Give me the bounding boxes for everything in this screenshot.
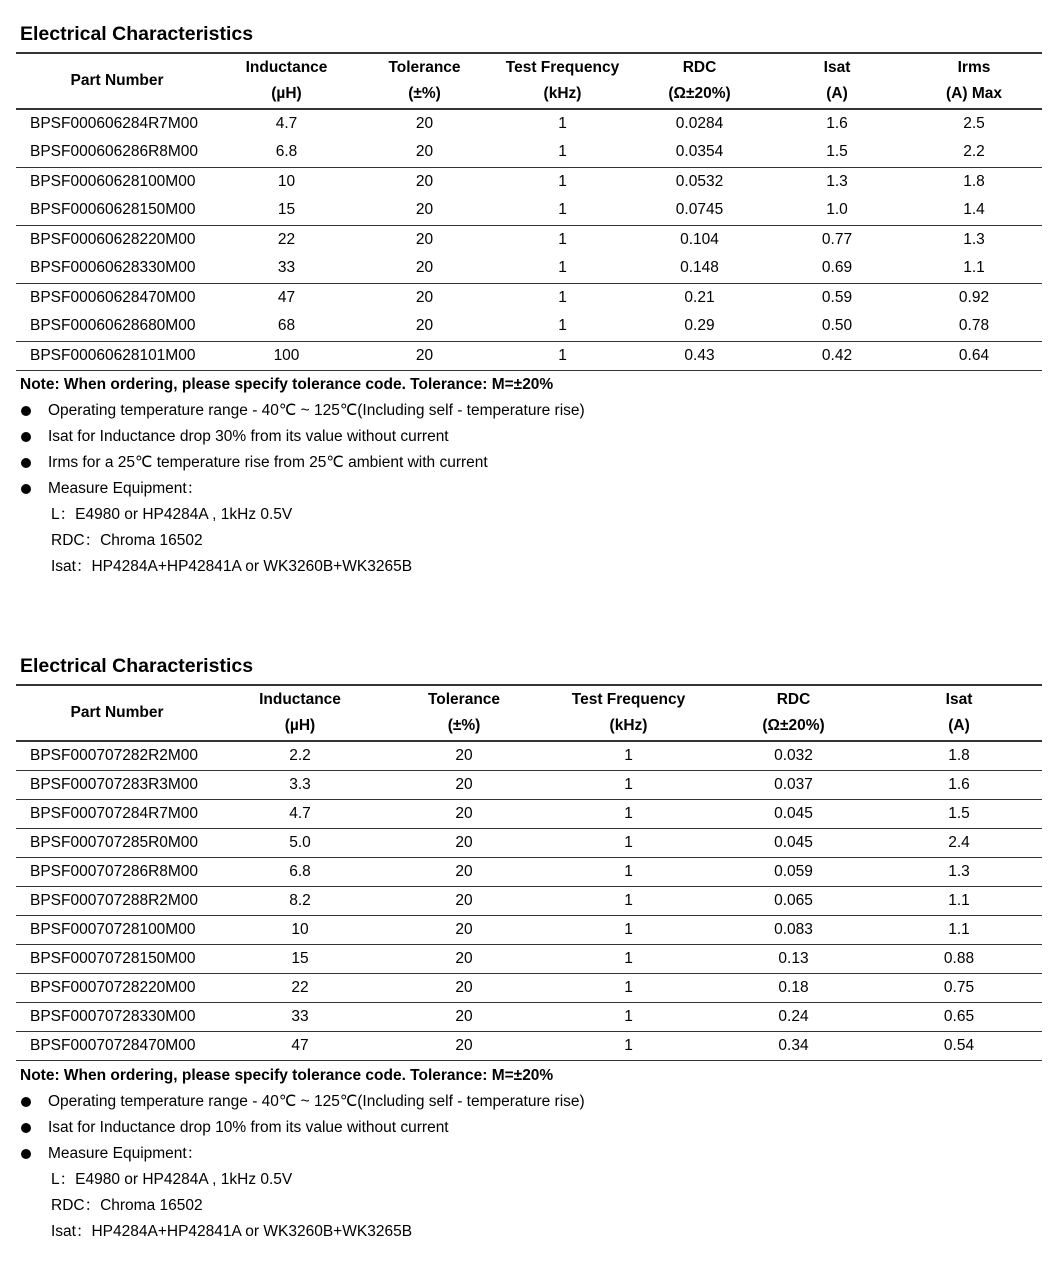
rdc-cell: 0.032 bbox=[774, 746, 813, 764]
test-frequency-cell: 1 bbox=[558, 201, 567, 219]
inductance-cell: 10 bbox=[277, 172, 296, 190]
table-header-row bbox=[16, 53, 1042, 109]
tolerance-cell: 20 bbox=[455, 804, 473, 822]
header-test-frequency: Test Frequency (kHz) bbox=[571, 691, 686, 734]
header-tolerance: Tolerance (±%) bbox=[388, 59, 461, 102]
isat-cell: 1.6 bbox=[826, 115, 848, 132]
inductance-cell: 6.8 bbox=[289, 862, 311, 880]
test-frequency-cell: 1 bbox=[624, 833, 633, 851]
electrical-characteristics-table-2 bbox=[16, 684, 1042, 1061]
rdc-cell: 0.037 bbox=[774, 775, 813, 793]
tolerance-cell: 20 bbox=[455, 775, 473, 793]
bullet-item: Isat for Inductance drop 10% from its value without current bbox=[20, 1115, 585, 1141]
test-frequency-cell: 1 bbox=[558, 143, 567, 161]
rdc-cell: 0.0532 bbox=[675, 172, 724, 190]
tolerance-cell: 20 bbox=[415, 201, 434, 219]
section-title: Electrical Characteristics bbox=[20, 655, 254, 677]
rdc-cell: 0.045 bbox=[774, 833, 813, 851]
part-number-cell: BPSF000707288R2M00 bbox=[30, 891, 199, 909]
table-row bbox=[16, 254, 1042, 283]
bullet-item: Measure Equipment： bbox=[20, 476, 585, 502]
inductance-cell: 47 bbox=[277, 288, 296, 306]
inductance-cell: 3.3 bbox=[289, 775, 311, 793]
tolerance-cell: 20 bbox=[415, 259, 434, 277]
test-frequency-cell: 1 bbox=[558, 317, 567, 335]
tolerance-cell: 20 bbox=[455, 978, 473, 996]
bullet-dot-icon bbox=[21, 484, 31, 494]
header-isat: Isat (A) bbox=[945, 691, 973, 734]
header-test-frequency: Test Frequency (kHz) bbox=[505, 59, 620, 102]
isat-cell: 0.88 bbox=[943, 949, 975, 967]
isat-cell: 0.50 bbox=[821, 317, 853, 335]
header-inductance: Inductance (µH) bbox=[245, 59, 328, 102]
table-header-row bbox=[16, 685, 1042, 741]
part-number-cell: BPSF000707282R2M00 bbox=[30, 746, 199, 764]
irms-cell: 2.5 bbox=[963, 115, 985, 132]
tolerance-cell: 20 bbox=[455, 949, 473, 967]
bullet-dot-icon bbox=[21, 1149, 31, 1159]
test-frequency-cell: 1 bbox=[558, 288, 567, 306]
header-irms: Irms (A) Max bbox=[946, 59, 1002, 102]
irms-cell: 0.78 bbox=[958, 317, 990, 335]
part-number-cell: BPSF00060628220M00 bbox=[30, 230, 196, 248]
table-row bbox=[16, 138, 1042, 167]
notes-block bbox=[20, 372, 585, 580]
inductance-cell: 4.7 bbox=[275, 115, 298, 132]
rdc-cell: 0.045 bbox=[774, 804, 813, 822]
rdc-cell: 0.0284 bbox=[675, 115, 724, 132]
rdc-cell: 0.13 bbox=[778, 949, 809, 967]
rdc-cell: 0.0745 bbox=[675, 201, 724, 219]
bullet-dot-icon bbox=[21, 1097, 31, 1107]
tolerance-cell: 20 bbox=[455, 920, 473, 938]
tolerance-cell: 20 bbox=[415, 317, 434, 335]
ordering-note: Note: When ordering, please specify tolerance code. Tolerance: M=±20% bbox=[20, 1067, 554, 1084]
bullet-item: Operating temperature range - 40℃ ~ 125℃(Including self - temperature rise) bbox=[20, 1089, 585, 1115]
isat-cell: 2.4 bbox=[948, 833, 970, 851]
rdc-cell: 0.148 bbox=[680, 259, 719, 277]
ordering-note: Note: When ordering, please specify tolerance code. Tolerance: M=±20% bbox=[20, 376, 554, 393]
header-part-number: Part Number bbox=[70, 704, 164, 721]
isat-cell: 0.54 bbox=[943, 1036, 975, 1054]
isat-cell: 0.59 bbox=[821, 288, 853, 306]
inductance-cell: 100 bbox=[273, 346, 300, 364]
inductance-cell: 33 bbox=[291, 1007, 309, 1025]
part-number-cell: BPSF000707286R8M00 bbox=[30, 862, 199, 880]
inductance-cell: 22 bbox=[291, 978, 309, 996]
table-row bbox=[16, 283, 1042, 312]
isat-cell: 1.3 bbox=[826, 172, 848, 190]
tolerance-cell: 20 bbox=[455, 1036, 473, 1054]
isat-cell: 0.75 bbox=[943, 978, 975, 996]
table-row bbox=[16, 944, 1042, 973]
table-row bbox=[16, 857, 1042, 886]
part-number-cell: BPSF000606284R7M00 bbox=[30, 115, 199, 132]
table-row bbox=[16, 312, 1042, 341]
test-frequency-cell: 1 bbox=[558, 230, 567, 248]
tolerance-cell: 20 bbox=[455, 833, 473, 851]
isat-cell: 1.1 bbox=[948, 920, 970, 938]
inductance-cell: 15 bbox=[291, 949, 309, 967]
header-inductance: Inductance (µH) bbox=[259, 691, 341, 734]
table-row bbox=[16, 915, 1042, 944]
test-frequency-cell: 1 bbox=[558, 172, 567, 190]
part-number-cell: BPSF000707284R7M00 bbox=[30, 804, 199, 822]
rdc-cell: 0.065 bbox=[774, 891, 813, 909]
table-row bbox=[16, 828, 1042, 857]
table-row bbox=[16, 973, 1042, 1002]
equipment-line: RDC：Chroma 16502 bbox=[51, 532, 203, 549]
electrical-characteristics-table-1 bbox=[16, 52, 1042, 371]
test-frequency-cell: 1 bbox=[624, 920, 633, 938]
tolerance-cell: 20 bbox=[415, 346, 434, 364]
inductance-cell: 4.7 bbox=[289, 804, 311, 822]
table-row bbox=[16, 225, 1042, 254]
bullet-item: Irms for a 25℃ temperature rise from 25℃ ambient with current bbox=[20, 450, 585, 476]
tolerance-cell: 20 bbox=[415, 115, 434, 132]
inductance-cell: 10 bbox=[291, 920, 309, 938]
rdc-cell: 0.0354 bbox=[675, 143, 724, 161]
test-frequency-cell: 1 bbox=[624, 746, 633, 764]
tolerance-cell: 20 bbox=[455, 862, 473, 880]
tolerance-cell: 20 bbox=[415, 230, 434, 248]
header-rdc: RDC (Ω±20%) bbox=[762, 691, 825, 734]
irms-cell: 2.2 bbox=[963, 143, 985, 161]
part-number-cell: BPSF00070728330M00 bbox=[30, 1007, 196, 1025]
test-frequency-cell: 1 bbox=[624, 978, 633, 996]
test-frequency-cell: 1 bbox=[624, 949, 633, 967]
part-number-cell: BPSF00070728220M00 bbox=[30, 978, 196, 996]
tolerance-cell: 20 bbox=[415, 143, 434, 161]
rdc-cell: 0.083 bbox=[774, 920, 813, 938]
part-number-cell: BPSF000707285R0M00 bbox=[30, 833, 199, 851]
notes-block bbox=[20, 1063, 585, 1245]
inductance-cell: 47 bbox=[291, 1036, 309, 1054]
part-number-cell: BPSF00060628101M00 bbox=[30, 346, 196, 364]
tolerance-cell: 20 bbox=[455, 746, 473, 764]
bullet-dot-icon bbox=[21, 458, 31, 468]
tolerance-cell: 20 bbox=[455, 891, 473, 909]
inductance-cell: 15 bbox=[277, 201, 296, 219]
part-number-cell: BPSF00060628100M00 bbox=[30, 172, 196, 190]
test-frequency-cell: 1 bbox=[558, 115, 567, 132]
isat-cell: 1.5 bbox=[826, 143, 848, 161]
rdc-cell: 0.21 bbox=[684, 288, 715, 306]
test-frequency-cell: 1 bbox=[624, 775, 633, 793]
inductance-cell: 33 bbox=[277, 259, 296, 277]
tolerance-cell: 20 bbox=[415, 172, 434, 190]
inductance-cell: 2.2 bbox=[289, 746, 311, 764]
table-row bbox=[16, 770, 1042, 799]
irms-cell: 0.64 bbox=[958, 346, 990, 364]
inductance-cell: 22 bbox=[277, 230, 296, 248]
irms-cell: 1.3 bbox=[963, 230, 985, 248]
part-number-cell: BPSF00070728150M00 bbox=[30, 949, 196, 967]
irms-cell: 1.8 bbox=[963, 172, 985, 190]
equipment-line: L：E4980 or HP4284A , 1kHz 0.5V bbox=[51, 506, 293, 523]
inductance-cell: 68 bbox=[277, 317, 296, 335]
isat-cell: 0.65 bbox=[943, 1007, 975, 1025]
isat-cell: 1.0 bbox=[826, 201, 848, 219]
rdc-cell: 0.104 bbox=[680, 230, 719, 248]
inductance-cell: 8.2 bbox=[289, 891, 311, 909]
isat-cell: 1.1 bbox=[948, 891, 970, 909]
isat-cell: 0.77 bbox=[821, 230, 853, 248]
part-number-cell: BPSF000606286R8M00 bbox=[30, 143, 199, 161]
part-number-cell: BPSF00070728100M00 bbox=[30, 920, 196, 938]
rdc-cell: 0.29 bbox=[684, 317, 715, 335]
table-row bbox=[16, 109, 1042, 138]
equipment-line: Isat：HP4284A+HP42841A or WK3260B+WK3265B bbox=[51, 558, 413, 575]
equipment-line: Isat：HP4284A+HP42841A or WK3260B+WK3265B bbox=[51, 1223, 413, 1240]
part-number-cell: BPSF00060628330M00 bbox=[30, 259, 196, 277]
bullet-dot-icon bbox=[21, 432, 31, 442]
rdc-cell: 0.34 bbox=[778, 1036, 809, 1054]
table-row bbox=[16, 741, 1042, 770]
table-row bbox=[16, 799, 1042, 828]
section-title: Electrical Characteristics bbox=[20, 23, 254, 45]
irms-cell: 1.4 bbox=[963, 201, 985, 219]
part-number-cell: BPSF00060628470M00 bbox=[30, 288, 196, 306]
isat-cell: 0.42 bbox=[821, 346, 853, 364]
header-part-number: Part Number bbox=[70, 72, 164, 89]
test-frequency-cell: 1 bbox=[624, 891, 633, 909]
rdc-cell: 0.059 bbox=[774, 862, 813, 880]
isat-cell: 0.69 bbox=[821, 259, 853, 277]
part-number-cell: BPSF00070728470M00 bbox=[30, 1036, 196, 1054]
header-isat: Isat (A) bbox=[823, 59, 851, 102]
bullet-dot-icon bbox=[21, 406, 31, 416]
rdc-cell: 0.43 bbox=[684, 346, 715, 364]
bullet-item: Isat for Inductance drop 30% from its value without current bbox=[20, 424, 585, 450]
table-row bbox=[16, 886, 1042, 915]
table-row bbox=[16, 341, 1042, 370]
inductance-cell: 5.0 bbox=[289, 833, 311, 851]
equipment-line: RDC：Chroma 16502 bbox=[51, 1197, 203, 1214]
bullet-item: Operating temperature range - 40℃ ~ 125℃(Including self - temperature rise) bbox=[20, 398, 585, 424]
rdc-cell: 0.18 bbox=[778, 978, 809, 996]
irms-cell: 0.92 bbox=[958, 288, 990, 306]
test-frequency-cell: 1 bbox=[624, 862, 633, 880]
bullet-item: Measure Equipment： bbox=[20, 1141, 585, 1167]
table-row bbox=[16, 1031, 1042, 1060]
test-frequency-cell: 1 bbox=[624, 804, 633, 822]
test-frequency-cell: 1 bbox=[624, 1007, 633, 1025]
isat-cell: 1.6 bbox=[948, 775, 970, 793]
table-row bbox=[16, 196, 1042, 225]
table-row bbox=[16, 1002, 1042, 1031]
part-number-cell: BPSF000707283R3M00 bbox=[30, 775, 199, 793]
rdc-cell: 0.24 bbox=[778, 1007, 809, 1025]
part-number-cell: BPSF00060628150M00 bbox=[30, 201, 196, 219]
tolerance-cell: 20 bbox=[415, 288, 434, 306]
test-frequency-cell: 1 bbox=[558, 259, 567, 277]
table-row bbox=[16, 167, 1042, 196]
test-frequency-cell: 1 bbox=[558, 346, 567, 364]
header-tolerance: Tolerance (±%) bbox=[427, 691, 501, 734]
test-frequency-cell: 1 bbox=[624, 1036, 633, 1054]
part-number-cell: BPSF00060628680M00 bbox=[30, 317, 196, 335]
header-rdc: RDC (Ω±20%) bbox=[668, 59, 731, 102]
isat-cell: 1.3 bbox=[948, 862, 970, 880]
isat-cell: 1.5 bbox=[948, 804, 970, 822]
bullet-dot-icon bbox=[21, 1123, 31, 1133]
tolerance-cell: 20 bbox=[455, 1007, 473, 1025]
isat-cell: 1.8 bbox=[948, 746, 970, 764]
irms-cell: 1.1 bbox=[963, 259, 985, 277]
inductance-cell: 6.8 bbox=[275, 143, 298, 161]
equipment-line: L：E4980 or HP4284A , 1kHz 0.5V bbox=[51, 1171, 293, 1188]
